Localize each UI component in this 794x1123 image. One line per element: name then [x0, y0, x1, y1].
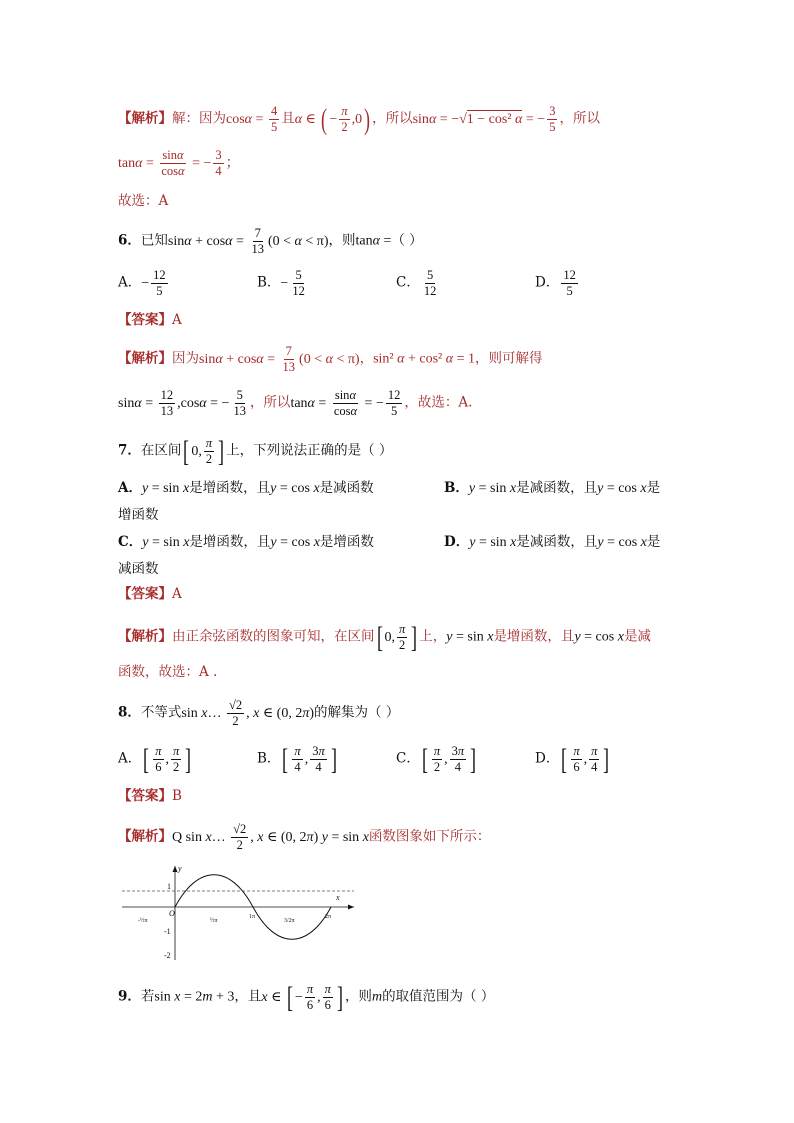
q8-option-d: D．[ $\frac{\pi}{6}$ , $\frac{\pi}{4}$ ] [535, 742, 610, 776]
x-tick-pi: 1π [249, 914, 256, 920]
y-tick-1: 1 [167, 882, 171, 891]
y-tick-neg1: -1 [164, 927, 171, 936]
q7-option-b: B．y = sin x是减函数，且y = cos x是 [444, 480, 661, 496]
q5-lead: 解：因为 [172, 110, 226, 127]
q5-explanation-line1: 【解析】解：因为cosα = $\frac{4}{5}$ 且α ∈ ( − $\frac{\pi}{2}$ ,0) ，所以sinα = −√1 − cos² α = − $\frac{3}{5}$ ，所以 [118, 102, 600, 136]
sine-graph [118, 862, 358, 962]
x-tick-three-half-pi: 3/2π [284, 918, 295, 924]
q5-explanation-line2: tanα = $\frac{\sin\alpha}{\cos\alpha}$ = − $\frac{3}{4}$ ； [118, 148, 240, 178]
q6-explanation-line1: 【解析】因为sinα + cosα = $\frac{7}{13}$ (0 < α < π)，sin² α + cos² α = 1，则可解得 [118, 344, 543, 374]
y-axis-arrow [173, 866, 178, 872]
q7-option-d-wrap: 减函数 [118, 561, 159, 577]
x-axis-label: x [336, 893, 340, 902]
q7-option-b-wrap: 增函数 [118, 507, 159, 523]
x-tick-two-pi: 2π [325, 914, 332, 920]
origin-label: O [169, 909, 175, 918]
q7-explanation-line1: 【解析】由正余弦函数的图象可知，在区间[ 0, $\frac{\pi}{2}$ ] 上，y = sin x是增函数，且y = cos x是减 [118, 620, 651, 654]
q8-stem: 8．不等式sin x… $\frac{√2}{2}$ , x ∈ (0, 2π)的解集为（ ） [118, 698, 400, 728]
y-tick-neg2: -2 [164, 951, 171, 960]
x-tick-half-pi: ½π [210, 918, 218, 924]
q8-explanation: 【解析】Q sin x… $\frac{√2}{2}$ , x ∈ (0, 2π) y = sin x函数图象如下所示： [118, 822, 491, 852]
q6-option-b: B．− $\frac{5}{12}$ [257, 268, 305, 298]
q7-option-a: A．y = sin x是增函数，且y = cos x是减函数 [118, 480, 374, 496]
q8-option-c: C．[ $\frac{\pi}{2}$ , $\frac{3\pi}{4}$ ] [396, 742, 477, 776]
q6-option-c: C． $\frac{5}{12}$ [396, 268, 437, 298]
q7-answer: 【答案】A [118, 586, 182, 602]
q7-explanation-line2: 函数，故选：A . [118, 664, 218, 680]
x-tick-neg-half-pi: -½π [138, 918, 148, 924]
q6-stem: 6．已知sinα + cosα = $\frac{7}{13}$ (0 < α < π)，则tanα =（ ） [118, 226, 423, 256]
q6-option-d: D． $\frac{12}{5}$ [535, 268, 576, 298]
q7-option-c: C．y = sin x是增函数，且y = cos x是增函数 [118, 534, 374, 550]
q5-final: 故选：A [118, 193, 169, 209]
x-axis-arrow [348, 905, 354, 910]
q8-option-b: B．[ $\frac{\pi}{4}$ , $\frac{3\pi}{4}$ ] [257, 742, 337, 776]
q6-option-a: A．− $\frac{12}{5}$ [118, 268, 166, 298]
q8-option-a: A．[ $\frac{\pi}{6}$ , $\frac{\pi}{2}$ ] [118, 742, 192, 776]
y-axis-label: y [178, 864, 182, 873]
q7-stem: 7．在区间[ 0, $\frac{\pi}{2}$ ] 上，下列说法正确的是（ ） [118, 434, 393, 468]
q7-option-d: D．y = sin x是减函数，且y = cos x是 [444, 534, 661, 550]
jiexi-label: 【解析】 [118, 110, 172, 127]
q6-explanation-line2: sinα = $\frac{12}{13}$ ,cosα = − $\frac{5}{13}$ ，所以tanα = $\frac{\sin\alpha}{\cos\alpha}$ = − $\frac{12}{5}$ ，故选：A. [118, 388, 473, 418]
q8-answer: 【答案】B [118, 788, 182, 804]
q9-stem: 9．若sin x = 2m + 3，且x ∈ [ − $\frac{\pi}{6}$ , $\frac{\pi}{6}$ ] ，则m的取值范围为（ ） [118, 980, 495, 1014]
q6-answer: 【答案】A [118, 312, 182, 328]
